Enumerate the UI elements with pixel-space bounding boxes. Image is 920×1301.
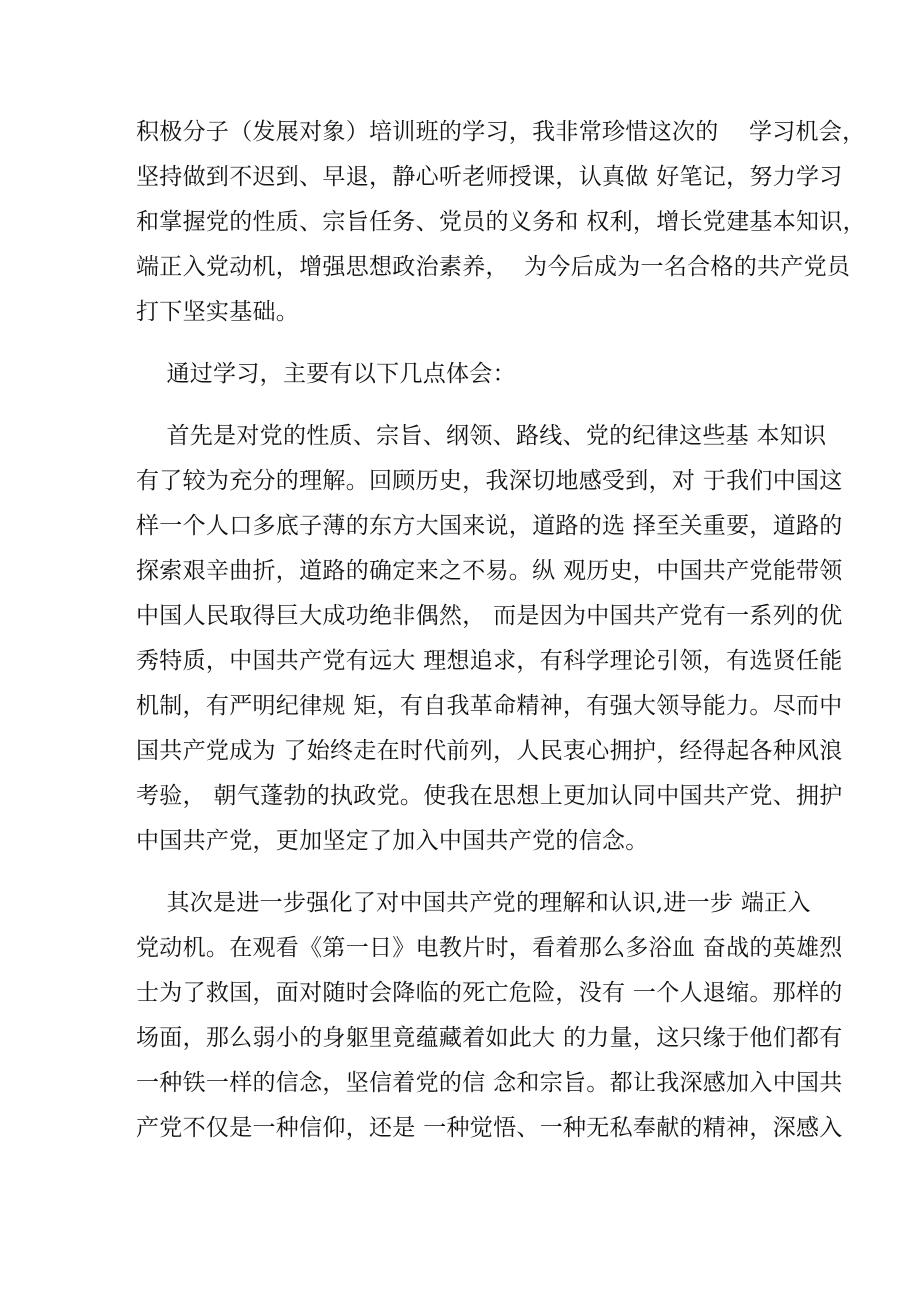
text-line: 样一个人口多底子薄的东方大国来说，道路的选 择至关重要，道路的: [136, 513, 843, 539]
text-line: 通过学习，主要有以下几点体会：: [136, 361, 516, 387]
text-line: 一种铁一样的信念，坚信着党的信 念和宗旨。都让我深感加入中国共: [136, 1070, 843, 1096]
text-line: 和掌握党的性质、宗旨任务、党员的义务和 权利，增长党建基本知识，: [136, 209, 866, 235]
text-line: 士为了救国，面对随时会降临的死亡危险，没有 一个人退缩。那样的: [136, 980, 843, 1006]
text-line: 首先是对党的性质、宗旨、纲领、路线、党的纪律这些基 本知识: [136, 423, 827, 449]
text-line: 机制，有严明纪律规 矩，有自我革命精神，有强大领导能力。尽而中: [136, 693, 843, 719]
text-line: 有了较为充分的理解。回顾历史，我深切地感受到，对 于我们中国这: [136, 468, 843, 494]
text-line: 党动机。在观看《第一日》电教片时，看着那么多浴血 奋战的英雄烈: [136, 935, 843, 961]
text-line: 积极分子（发展对象）培训班的学习，我非常珍惜这次的 学习机会，: [136, 119, 866, 145]
text-line: 国共产党成为 了始终走在时代前列，人民衷心拥护，经得起各种风浪: [136, 738, 843, 764]
text-line: 考验， 朝气蓬勃的执政党。使我在思想上更加认同中国共产党、拥护: [136, 783, 843, 809]
text-line: 中国共产党，更加坚定了加入中国共产党的信念。: [136, 828, 649, 854]
text-line: 中国人民取得巨大成功绝非偶然， 而是因为中国共产党有一系列的优: [136, 603, 843, 629]
document-body: [136, 110, 866, 1168]
text-line: 秀特质，中国共产党有远大 理想追求，有科学理论引领，有选贤任能: [136, 648, 843, 674]
paragraph-summary-lead: [136, 352, 796, 397]
text-line: 场面，那么弱小的身躯里竟蕴藏着如此大 的力量，这只缘于他们都有: [136, 1025, 843, 1051]
text-line: 产党不仅是一种信仰，还是 一种觉悟、一种无私奉献的精神，深感入: [136, 1115, 843, 1141]
text-line: 端正入党动机，增强思想政治素养， 为今后成为一名合格的共产党员: [136, 254, 851, 280]
paragraph-second-point: [136, 881, 843, 1151]
text-line: 探索艰辛曲折，道路的确定来之不易。纵 观历史，中国共产党能带领: [136, 558, 843, 584]
text-line: 其次是进一步强化了对中国共产党的理解和认识,进一步 端正入: [136, 890, 811, 916]
text-line: 打下坚实基础。: [136, 299, 300, 325]
text-line: 坚持做到不迟到、早退，静心听老师授课，认真做 好笔记，努力学习: [136, 164, 843, 190]
paragraph-first-point: [136, 414, 843, 864]
paragraph-intro: [136, 110, 866, 335]
